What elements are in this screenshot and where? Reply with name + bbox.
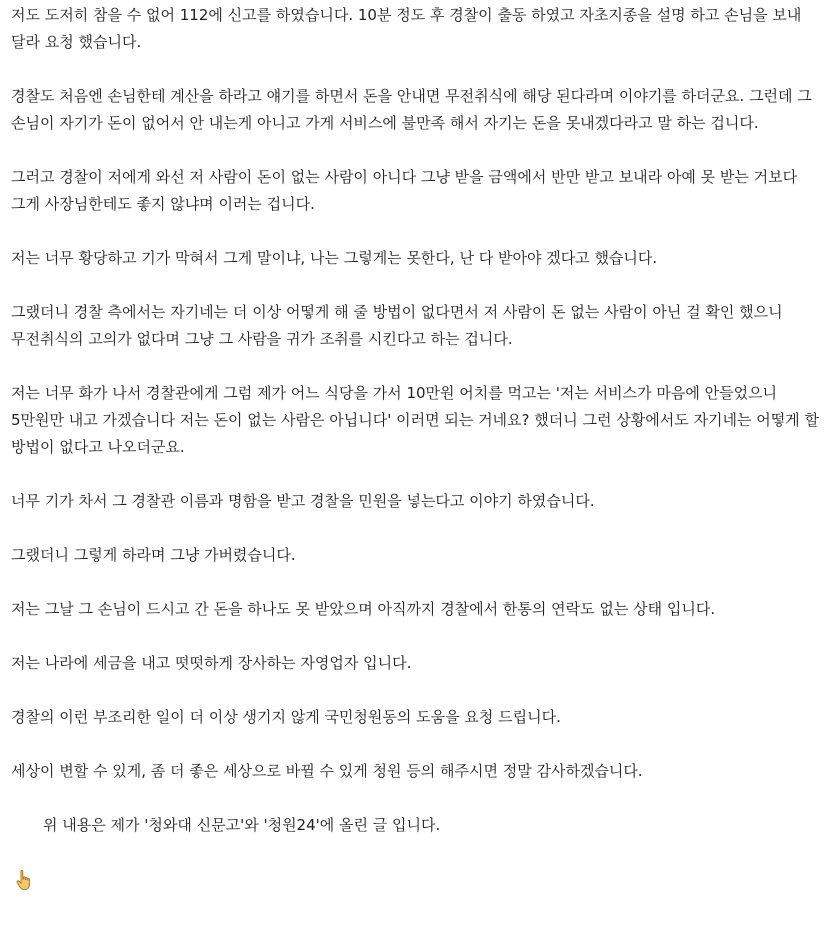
pointing-hand-icon — [15, 815, 35, 837]
paragraph: 너무 기가 차서 그 경찰관 이름과 명함을 받고 경찰을 민원을 넣는다고 이야기 하였습니다. — [11, 492, 595, 510]
paragraph: 저도 도저히 참을 수 없어 112에 신고를 하였습니다. 10분 정도 후 경찰이 출동 하였고 자초지종을 설명 하고 손님을 보내 달라 요청 했습니다. — [11, 6, 807, 51]
paragraph: 경찰의 이런 부조리한 일이 더 이상 생기지 않게 국민청원동의 도움을 요청 드립니다. — [11, 708, 561, 726]
paragraph: 세상이 변할 수 있게, 좀 더 좋은 세상으로 바뀔 수 있게 청원 등의 해주시면 정말 감사하겠습니다. — [11, 762, 643, 780]
paragraph: 경찰도 처음엔 손님한테 계산을 하라고 얘기를 하면서 돈을 안내면 무전취식에 해당 된다라며 이야기를 하더군요. 그런데 그 손님이 자기가 돈이 없어서 안 내는게 아니고 가게 서비스에 불만족 해서 자기는 돈을 못내겠다라고 말 하는 겁니다. — [11, 87, 817, 132]
footnote — [11, 812, 820, 839]
paragraph: 그러고 경찰이 저에게 와선 저 사람이 돈이 없는 사람이 아니다 그냥 받을 금액에서 반만 받고 보내라 아예 못 받는 거보다 그게 사장님한테도 좋지 않냐며 이러는 겁니다. — [11, 168, 802, 213]
paragraph: 그랬더니 경찰 측에서는 자기네는 더 이상 어떻게 해 줄 방법이 없다면서 저 사람이 돈 없는 사람이 아닌 걸 확인 했으니 무전취식의 고의가 없다며 그냥 그 사람을 귀가 조취를 시킨다고 하는 겁니다. — [11, 303, 788, 348]
paragraph: 저는 너무 황당하고 기가 막혀서 그게 말이냐, 나는 그렇게는 못한다, 난 다 받아야 겠다고 했습니다. — [11, 249, 658, 267]
paragraph: 저는 너무 화가 나서 경찰관에게 그럼 제가 어느 식당을 가서 10만원 어치를 먹고는 '저는 서비스가 마음에 안들었으니 5만원만 내고 가겠습니다 저는 돈이 없는 사람은 아닙니다' 이러면 되는 거네요? 했더니 그런 상황에서도 자기네는 어떻게 할 방법이 없다고 나오더군요. — [11, 384, 824, 456]
paragraph: 저는 나라에 세금을 내고 떳떳하게 장사하는 자영업자 입니다. — [11, 654, 412, 672]
paragraph: 저는 그날 그 손님이 드시고 간 돈을 하나도 못 받았으며 아직까지 경찰에서 한통의 연락도 없는 상태 입니다. — [11, 600, 716, 618]
footnote-text: 위 내용은 제가 '청와대 신문고'와 '청원24'에 올린 글 입니다. — [43, 816, 441, 834]
paragraph: 그랬더니 그렇게 하라며 그냥 가버렸습니다. — [11, 546, 296, 564]
